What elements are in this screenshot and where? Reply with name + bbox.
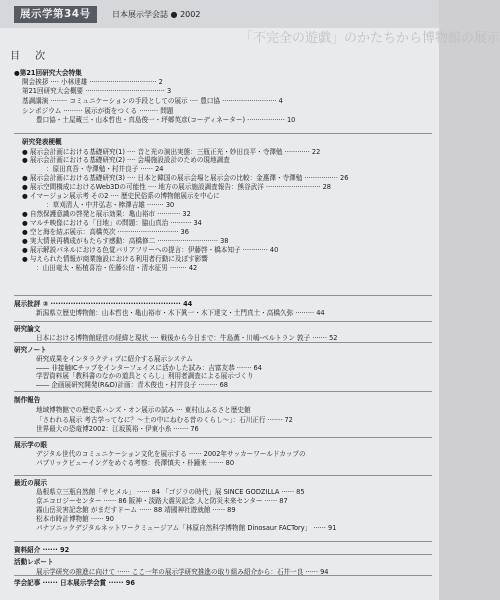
section-divider [14,133,432,134]
toc-entry: ● 空と海を結ぶ展示：高橋英次 ····························· 36 [22,228,189,236]
toc-entry: デジタル世代のコミュニケーション文化を展示する ······ 2002年サッカーワールドカップの [36,450,306,458]
toc-entry: 世界最大の恐竜博2002：江坂篤裕・伊東小糸 ······· 76 [36,425,199,433]
section-divider [14,541,432,542]
toc-entry: ● 自然保護意識の啓発と展示効果：亀山裕市 ··········· 32 [22,210,191,218]
toc-entry: ● 実大情景再構成がもたらす感動：高橋修二 ····························· 38 [22,237,229,245]
journal-title: 日本展示学会誌 ● 2002 [112,10,201,19]
section-divider [14,575,432,576]
toc-entry: 豊口協・土屋蔵三・山本哲也・真島俊一・坪郷英彦(コーディネーター) ·················· 10 [36,116,296,124]
toc-entry: 霧山岳災害記念館 がまだすドーム ······ 88 靖國神社遊就館 ······ 89 [36,506,236,514]
header-band [0,0,439,28]
section-divider [14,342,432,343]
toc-entry: 地域博物館での歴史系ハンズ・オン展示の試み ··· 東村山ふるさと歴史館 [36,406,251,414]
section-divider [14,295,432,296]
issue-badge: 展示学第34号 [14,6,97,23]
toc-entry: ● 展示会計画における基礎研究(1) ···· 音と光の演出実態：三瓶正光・妙田良平・寺澤勉 ············ 22 [22,148,321,156]
toc-entry: 新潟県立歴史博物館：山本哲也・亀山裕市・木下眞一・木下達文・土門真土・高橋久弥 ········· 44 [36,309,325,317]
toc-entry: 開会挨拶 ···· 小林達雄 ································ 2 [22,78,163,86]
toc-section-heading: 制作報告 [14,396,41,404]
toc-entry: ● 展示解説パネルにおける色覚バリアフリーへの提言：伊藤啓・橋本知子 ············ 40 [22,246,279,254]
toc-entry: パブリックビューイングをめぐる考察：長澤慎夫・朴鐘来 ······· 80 [36,459,235,467]
toc-title: 目 次 [10,51,52,62]
section-divider [14,554,432,555]
section-divider [14,475,432,476]
toc-entry: ：山田竜太・柘植喜治・佐藤公信・清水征男 ········ 42 [36,264,198,272]
toc-section-heading: 研究発表梗概 [22,138,62,146]
toc-section-heading: 研究論文 [14,325,41,333]
toc-entry: シンポジウム ········· 展示が街をつくる ········· 問題 [22,107,174,115]
section-divider [14,391,432,392]
toc-entry: 日本における博物館経営の経緯と現状 ···· 戦後から今日まで：牛島薫・川嶋-ベルトラン 敦子 ······· 52 [36,334,338,342]
toc-entry: 学習資料展「教科書のなかの道具とくらし」利用者調査による展示づくり [36,372,254,380]
toc-entry: 「さわれる展示 考古学ってなに？～土の中にねむる昔のくらし～」：石川正行 ······· 72 [36,416,293,424]
toc-entry: ● 展示会計画における基礎研究(3) ···· 日本と韓国の展示会場と展示会の比較：金惠澤・寺澤勉 ················ 26 [22,174,349,182]
toc-entry: 研究成果をインタラクティブに紹介する展示システム [36,355,193,363]
toc-section-heading: 展示批評 ③ ···················································· 44 [14,300,193,308]
toc-entry: ：原田真吾・寺澤勉・村井良子 ······ 24 [46,165,164,173]
bleed-through-text: 「不完全の遊戯」のかたちから博物館の展示 [240,31,500,46]
toc-entry: ● イマージョン展示考 その2 ···· 歴史民俗系の博物館展示を中心に [22,192,220,200]
toc-section-heading: 最近の展示 [14,479,47,487]
toc-entry: 第21回研究大会概要 ······································ 3 [22,87,172,95]
toc-section-heading: 活動レポート [14,558,54,566]
toc-entry: 島根県立三瓶自然館「サヒメル」 ······ 84 「ゴジラの時代」展 SINCE GODZILLA ······ 85 [36,488,305,496]
toc-entry: ―― 企画展研究開発(R&D)計画：青木俊也・村井良子 ········· 68 [36,381,228,389]
toc-entry: ● 展示会計画における基礎研究(2) ···· 会場施設設計のための現地調査 [22,156,230,164]
toc-section-heading: 展示学の眼 [14,441,47,449]
section-divider [14,321,432,322]
toc-entry: 松本市時計博物館 ······ 90 [36,515,114,523]
toc-section-heading: 資料紹介 ······ 92 [14,546,70,554]
toc-entry: ● 与えられた情報が商業施設における利用者行動に及ぼす影響 [22,255,208,263]
toc-entry: 京エコロジーセンター ······ 86 阪神・淡路大震災記念 人と防災未来センター ······ 87 [36,497,288,505]
toc-entry: パナソニックデジタルネットワークミュージアム「林原自然科学博物館 Dinosaur FACTory」 ······ 91 [36,524,337,532]
toc-section-heading: ●第21回研究大会特集 [14,69,82,77]
toc-entry: ● マルチ映像における「目地」の問題：脇山真治 ·········· 34 [22,219,202,227]
toc-entry: ：草刈清人・中井弘志・棒澤吉雄 ········ 30 [46,201,175,209]
toc-entry: 基調講演 ········ コミュニケーションの手段としての展示 ···· 豊口協 ·························· 4 [22,97,283,105]
section-divider [14,437,432,438]
toc-entry: 展示学研究の推進に向けて ······ ここ一年の展示学研究推進の取り組み紹介から：石井一良 ······ 94 [36,568,329,576]
toc-section-heading: 学会記事 ······ 日本展示学会賞 ······ 96 [14,579,135,587]
toc-entry: ―― 非接触ICチップをインターフェイスに活かした試み：吉富友恭 ······· 64 [36,364,262,372]
toc-entry: ● 展示空間構成におけるWeb3Dの可能性 ···· 地方の展示施設調査報告：熊谷武洋 ·························· 28 [22,183,331,191]
toc-section-heading: 研究ノート [14,346,47,354]
